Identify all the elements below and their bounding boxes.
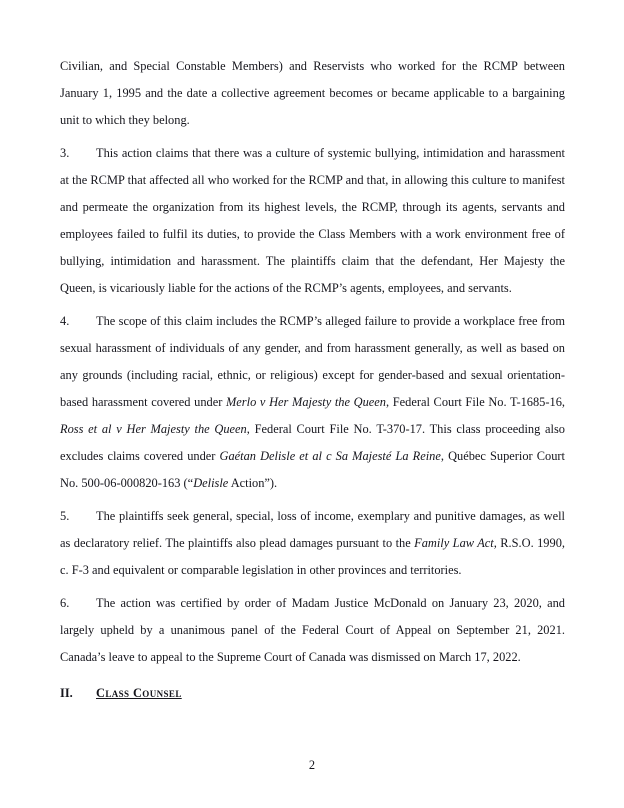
paragraph-4-text-run: Action”).	[228, 476, 278, 490]
paragraph-5-text-run: R.S.O. 1990, c. F-3 and equivalent or comparable legislation in other provinces and territories.	[60, 536, 565, 577]
page-content	[60, 53, 565, 707]
paragraph-4-text-run: , Federal Court File No. T-1685-16,	[386, 395, 565, 409]
page-number: 2	[308, 758, 316, 772]
case-citation-ross: Ross et al v Her Majesty the Queen	[60, 422, 247, 436]
case-citation-merlo: Merlo v Her Majesty the Queen	[225, 395, 386, 409]
section-heading-title: Class Counsel	[96, 686, 182, 700]
section-heading	[60, 680, 565, 707]
paragraph-6	[60, 590, 565, 671]
paragraph-5	[60, 503, 565, 584]
paragraph-3	[60, 140, 565, 302]
paragraph-4-text-run: , Federal Court File No. T-370-17. This class proceeding also excludes claims covered under	[60, 422, 565, 463]
paragraph-6-text: The action was certified by order of Madam Justice McDonald on January 23, 2020, and largely upheld by a unanimous panel of the Federal Court of Appeal on September 21, 2021. Canada’s leave to appeal to the Supreme Court of Canada was dismissed on March 17, 2022.	[60, 596, 565, 664]
paragraph-4	[60, 308, 565, 497]
paragraph-4-number: 4.	[60, 314, 70, 328]
statute-citation-family-law-act: Family Law Act,	[414, 536, 497, 550]
case-name-delisle: Delisle	[193, 476, 229, 490]
paragraph-4-text-run: The scope of this claim includes the RCMP’s alleged failure to provide a workplace free from sexual harassment of individuals of any gender, and from harassment generally, as well as based on any grounds (including racial, ethnic, or religious) except for gender-based and sexual orientation- based harassment covered under	[60, 314, 565, 409]
paragraph-5-number: 5.	[60, 509, 70, 523]
case-citation-delisle: Gaétan Delisle et al c Sa Majesté La Reine	[219, 449, 441, 463]
paragraph-5-text-run: The plaintiffs seek general, special, loss of income, exemplary and punitive damages, as well as declaratory relief. The plaintiffs also plead damages pursuant to the	[60, 509, 565, 550]
continuation-paragraph-text: Civilian, and Special Constable Members) and Reservists who worked for the RCMP between January 1, 1995 and the date a collective agreement becomes or became applicable to a bargaining unit to which they belong.	[60, 59, 565, 127]
paragraph-4-text-run: , Québec Superior Court No. 500-06-000820-163 (“	[60, 449, 566, 490]
paragraph-3-text: This action claims that there was a culture of systemic bullying, intimidation and harassment at the RCMP that affected all who worked for the RCMP and that, in allowing this culture to manifest and permeate the organization from its highest levels, the RCMP, through its agents, servants and employees failed to fulfil its duties, to provide the Class Members with a work environment free of bullying, intimidation and harassment. The plaintiffs claim that the defendant, Her Majesty the Queen, is vicariously liable for the actions of the RCMP’s agents, employees, and servants.	[60, 146, 565, 295]
paragraph-6-number: 6.	[60, 596, 70, 610]
section-heading-number: II.	[60, 686, 73, 700]
continuation-paragraph	[60, 53, 565, 134]
paragraph-3-number: 3.	[60, 146, 70, 160]
